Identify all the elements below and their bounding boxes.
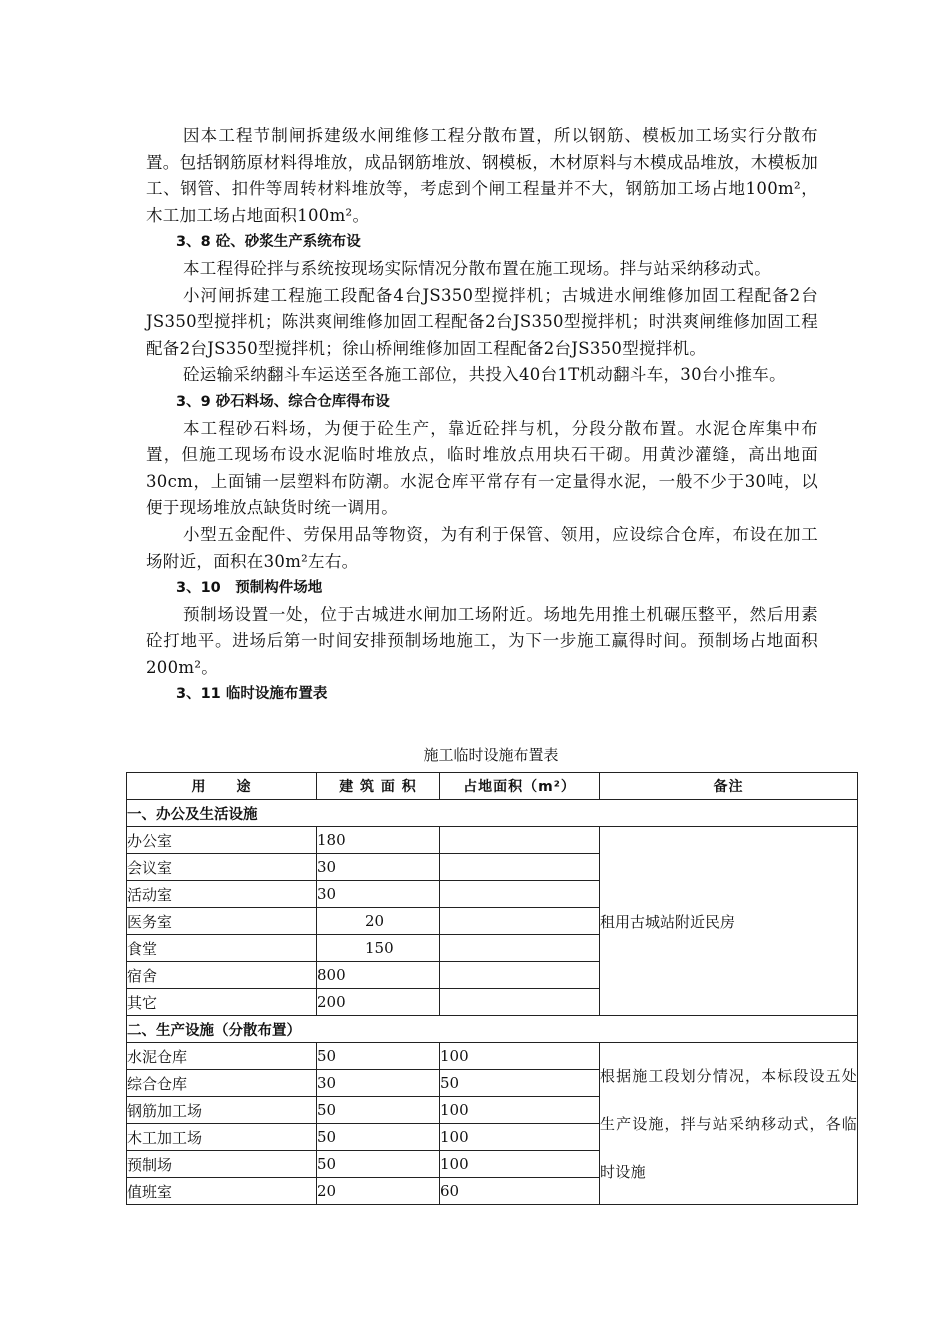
table-header-row [127, 773, 858, 800]
paragraph-warehouse: 小型五金配件、劳保用品等物资，为有利于保管、领用，应设综合仓库，布设在加工场附近，面积在30m²左右。 [146, 524, 818, 571]
facilities-table [126, 772, 858, 1205]
building-area: 800 [317, 962, 440, 989]
facility-name: 钢筋加工场 [127, 1097, 317, 1124]
land-area [440, 962, 600, 989]
facility-name: 值班室 [127, 1178, 317, 1205]
land-area [440, 989, 600, 1016]
building-area: 30 [317, 1070, 440, 1097]
land-area [440, 908, 600, 935]
facility-name: 会议室 [127, 854, 317, 881]
building-area: 180 [317, 827, 440, 854]
table-caption: 施工临时设施布置表 [423, 746, 559, 764]
land-area [440, 881, 600, 908]
building-area: 30 [317, 881, 440, 908]
paragraph-mixer-allocation: 小河闸拆建工程施工段配备4台JS350型搅拌机；古城进水闸维修加固工程配备2台JS350型搅拌机；陈洪爽闸维修加固工程配备2台JS350型搅拌机；时洪爽闸维修加固工程配备2台JS350型搅拌机；徐山桥闸维修加固工程配备2台JS350型搅拌机。 [146, 285, 818, 358]
body-text [146, 123, 818, 708]
land-area [440, 827, 600, 854]
land-area: 50 [440, 1070, 600, 1097]
building-area: 50 [317, 1043, 440, 1070]
remark-rented-housing: 租用古城站附近民房 [600, 827, 858, 1016]
land-area [440, 935, 600, 962]
facility-name: 办公室 [127, 827, 317, 854]
header-land-area: 占地面积（m²） [440, 773, 600, 800]
building-area: 50 [317, 1124, 440, 1151]
building-area: 20 [317, 1178, 440, 1205]
header-remarks: 备注 [600, 773, 858, 800]
section-row [127, 800, 858, 827]
land-area: 100 [440, 1097, 600, 1124]
facility-name: 水泥仓库 [127, 1043, 317, 1070]
header-building-area: 建 筑 面 积 [317, 773, 440, 800]
section-title: 二、生产设施（分散布置） [127, 1016, 858, 1043]
facility-name: 宿舍 [127, 962, 317, 989]
land-area [440, 854, 600, 881]
heading-3-10: 3、10 预制构件场地 [176, 580, 323, 597]
paragraph-transport: 砼运输采纳翻斗车运送至各施工部位，共投入40台1T机动翻斗车，30台小推车。 [183, 365, 786, 385]
header-purpose: 用 途 [127, 773, 317, 800]
table-row [127, 827, 858, 854]
paragraph-processing-yards: 因本工程节制闸拆建级水闸维修工程分散布置，所以钢筋、模板加工场实行分散布置。包括钢筋原材料得堆放，成品钢筋堆放、钢模板，木材原料与木模成品堆放，木模板加工、钢管、扣件等周转材料堆放等，考虑到个闸工程量并不大，钢筋加工场占地100m²，木工加工场占地面积100m²。 [146, 126, 818, 225]
facility-name: 医务室 [127, 908, 317, 935]
facility-name: 食堂 [127, 935, 317, 962]
facility-name: 活动室 [127, 881, 317, 908]
land-area: 100 [440, 1151, 600, 1178]
heading-3-9: 3、9 砂石料场、综合仓库得布设 [176, 393, 390, 410]
section-title: 一、办公及生活设施 [127, 800, 858, 827]
heading-3-11: 3、11 临时设施布置表 [176, 686, 328, 703]
section-row [127, 1016, 858, 1043]
facility-name: 木工加工场 [127, 1124, 317, 1151]
paragraph-sand-yard: 本工程砂石料场，为便于砼生产，靠近砼拌与机，分段分散布置。水泥仓库集中布置，但施工现场布设水泥临时堆放点，临时堆放点用块石干砌。用黄沙灌缝，高出地面30cm，上面铺一层塑料布防潮。水泥仓库平常存有一定量得水泥，一般不少于30吨，以便于现场堆放点缺货时统一调用。 [146, 418, 818, 518]
building-area: 200 [317, 989, 440, 1016]
building-area: 50 [317, 1151, 440, 1178]
facility-name: 预制场 [127, 1151, 317, 1178]
paragraph-mixing-system: 本工程得砼拌与系统按现场实际情况分散布置在施工现场。拌与站采纳移动式。 [183, 258, 771, 278]
land-area: 100 [440, 1043, 600, 1070]
table-row [127, 1043, 858, 1070]
remark-production-facilities: 根据施工段划分情况，本标段设五处生产设施，拌与站采纳移动式，各临时设施 [600, 1043, 858, 1205]
heading-3-8: 3、8 砼、砂浆生产系统布设 [176, 234, 361, 251]
land-area: 100 [440, 1124, 600, 1151]
land-area: 60 [440, 1178, 600, 1205]
building-area: 150 [317, 935, 440, 962]
facility-name: 综合仓库 [127, 1070, 317, 1097]
building-area: 30 [317, 854, 440, 881]
facility-name: 其它 [127, 989, 317, 1016]
building-area: 50 [317, 1097, 440, 1124]
building-area: 20 [317, 908, 440, 935]
paragraph-prefab-yard: 预制场设置一处，位于古城进水闸加工场附近。场地先用推土机碾压整平，然后用素砼打地平。进场后第一时间安排预制场地施工，为下一步施工赢得时间。预制场占地面积200m²。 [146, 604, 818, 677]
